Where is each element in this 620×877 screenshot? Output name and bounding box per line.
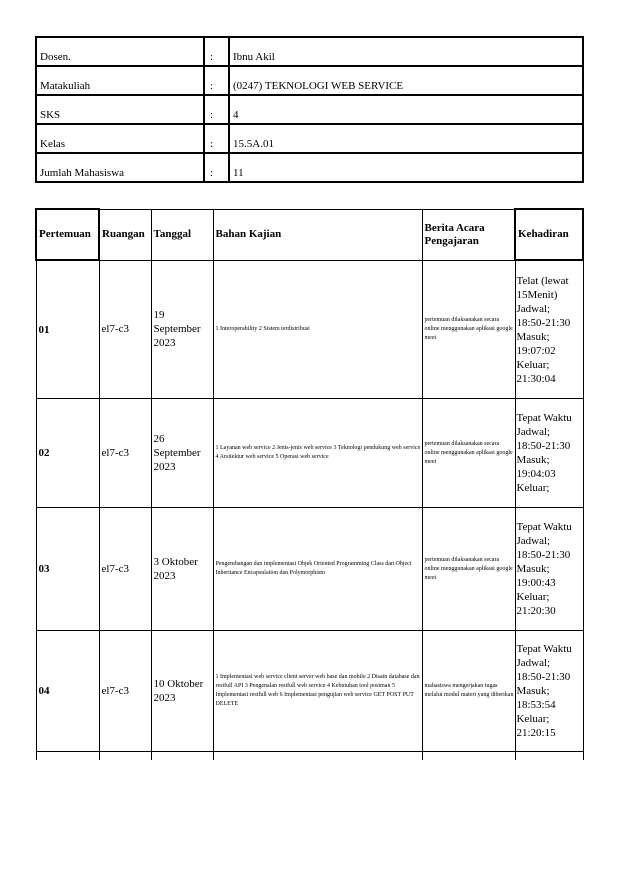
info-value: 11 [229, 153, 583, 182]
study-material: Pengembangan dan implementasi Objek Oriented Programming Class dan Object Inheritance Encapsulation dan Polymorphism [213, 508, 422, 631]
table-header-row [36, 209, 583, 260]
meeting-number: 02 [36, 399, 99, 508]
info-row-dosen [36, 37, 583, 66]
meeting-schedule-table [35, 208, 584, 760]
info-row-sks [36, 95, 583, 124]
empty-cell [151, 752, 213, 761]
empty-cell [36, 752, 99, 761]
teaching-report: mahasiswa mengerjakan tugas melalui modul materi yang diberikan [422, 631, 515, 752]
teaching-report: pertemuan dilaksanakan secara online menggunakan aplikasi google meet [422, 508, 515, 631]
table-row [36, 508, 583, 631]
meeting-number: 03 [36, 508, 99, 631]
info-row-matakuliah [36, 66, 583, 95]
meeting-date: 19 September 2023 [151, 260, 213, 399]
attendance: Tepat Waktu Jadwal; 18:50-21:30 Masuk; 19:00:43 Keluar; 21:20:30 [515, 508, 583, 631]
attendance: Tepat Waktu Jadwal; 18:50-21:30 Masuk; 18:53:54 Keluar; 21:20:15 [515, 631, 583, 752]
meeting-number: 01 [36, 260, 99, 399]
info-label: Jumlah Mahasiswa [36, 153, 204, 182]
meeting-date: 10 Oktober 2023 [151, 631, 213, 752]
study-material: 1 Implementasi web service client server web base dan mobile 2 Disain database dan restfull API 3 Pengenalan restfull web service 4 Kebutuhan tool postman 5 Implementasi restfull web 6 Implementasi pengujian web service GET POST PUT DELETE [213, 631, 422, 752]
header-bahan-kajian: Bahan Kajian [213, 209, 422, 260]
room: el7-c3 [99, 631, 151, 752]
attendance: Telat (lewat 15Menit) Jadwal; 18:50-21:30 Masuk; 19:07:02 Keluar; 21:30:04 [515, 260, 583, 399]
meeting-number: 04 [36, 631, 99, 752]
info-row-kelas [36, 124, 583, 153]
info-label: Kelas [36, 124, 204, 153]
teaching-report: pertemuan dilaksanakan secara online menggunakan aplikasi google meet [422, 399, 515, 508]
info-label: SKS [36, 95, 204, 124]
empty-cell [99, 752, 151, 761]
info-value: 4 [229, 95, 583, 124]
info-label: Dosen. [36, 37, 204, 66]
table-row [36, 399, 583, 508]
room: el7-c3 [99, 260, 151, 399]
empty-cell [213, 752, 422, 761]
info-row-jumlah-mahasiswa [36, 153, 583, 182]
info-separator: : [204, 153, 229, 182]
header-pertemuan: Pertemuan [36, 209, 99, 260]
table-row [36, 631, 583, 752]
info-value: 15.5A.01 [229, 124, 583, 153]
header-tanggal: Tanggal [151, 209, 213, 260]
course-info-table [35, 36, 584, 183]
study-material: 1 Interoperability 2 Sistem terdistribusi [213, 260, 422, 399]
meeting-date: 26 September 2023 [151, 399, 213, 508]
header-berita-acara: Berita Acara Pengajaran [422, 209, 515, 260]
info-separator: : [204, 66, 229, 95]
empty-cell [422, 752, 515, 761]
info-label: Matakuliah [36, 66, 204, 95]
attendance: Tepat Waktu Jadwal; 18:50-21:30 Masuk; 19:04:03 Keluar; [515, 399, 583, 508]
room: el7-c3 [99, 508, 151, 631]
info-value: (0247) TEKNOLOGI WEB SERVICE [229, 66, 583, 95]
header-kehadiran: Kehadiran [515, 209, 583, 260]
teaching-report: pertemuan dilaksanakan secara online menggunakan aplikasi google meet [422, 260, 515, 399]
empty-cell [515, 752, 583, 761]
info-separator: : [204, 95, 229, 124]
table-row-continuation [36, 752, 583, 761]
header-ruangan: Ruangan [99, 209, 151, 260]
meeting-date: 3 Oktober 2023 [151, 508, 213, 631]
study-material: 1 Layanan web service 2 Jenis-jenis web service 3 Teknologi pendukung web service 4 Arsitektur web service 5 Operasi web service [213, 399, 422, 508]
info-separator: : [204, 124, 229, 153]
table-row [36, 260, 583, 399]
info-separator: : [204, 37, 229, 66]
info-value: Ibnu Akil [229, 37, 583, 66]
room: el7-c3 [99, 399, 151, 508]
